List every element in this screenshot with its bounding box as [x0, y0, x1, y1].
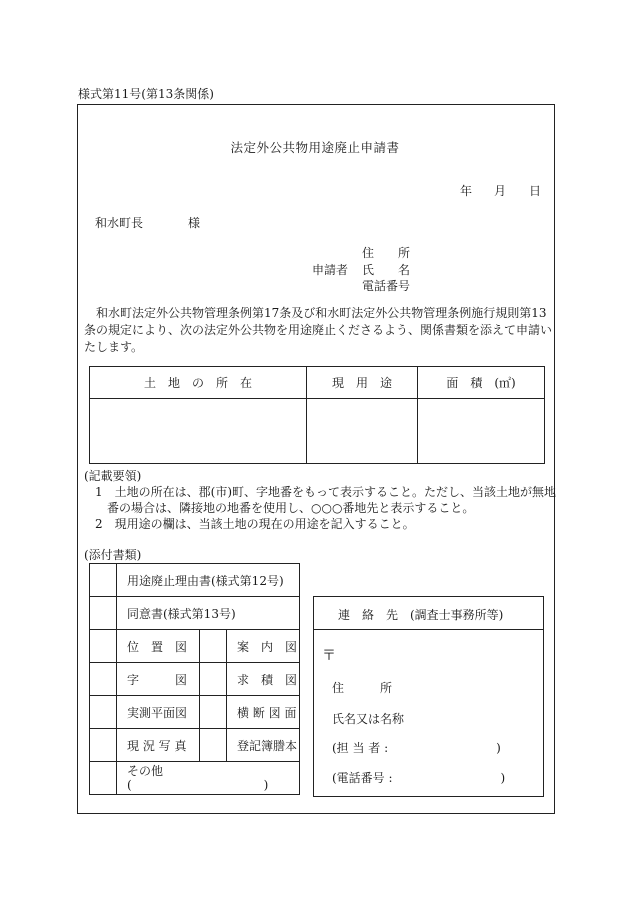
document-title: 法定外公共物用途廃止申請書 [230, 140, 400, 155]
attachment-row [90, 696, 300, 729]
checkbox-cell[interactable] [200, 630, 227, 663]
applicant-phone-label: 電話番号 [362, 279, 411, 293]
attachments-table [89, 563, 300, 795]
checkbox-cell[interactable] [90, 564, 117, 597]
application-body-text: 和水町法定外公共物管理条例第17条及び和水町法定外公共物管理条例施行規則第13条の規定により、次の法定外公共物を用途廃止くださるよう、関係書類を添えて申請いたします。 [84, 306, 553, 354]
current-use-header: 現 用 途 [307, 367, 418, 399]
contact-name-label: 氏名又は名称 [332, 712, 405, 726]
land-location-cell[interactable] [90, 399, 307, 464]
contact-box [313, 596, 544, 797]
note-item-1: 1 土地の所在は、郡(市)町、字地番をもって表示すること。ただし、当該土地が無地 [95, 485, 557, 499]
notes-title: (記載要領) [84, 469, 142, 483]
checkbox-cell[interactable] [200, 729, 227, 762]
checkbox-cell[interactable] [90, 729, 117, 762]
contact-address-label: 住 所 [332, 681, 393, 695]
checkbox-cell[interactable] [200, 696, 227, 729]
contact-person-label: (担 当 者 : ) [332, 741, 501, 755]
contact-header-row [314, 597, 543, 630]
land-table [89, 366, 545, 464]
date-year-label: 年 [460, 184, 473, 198]
land-table-row [90, 399, 545, 464]
attachment-reason: 用途廃止理由書(様式第12号) [117, 564, 300, 597]
applicant-name-label: 氏 名 [362, 263, 411, 277]
attachment-other-cell [117, 762, 300, 795]
area-header: 面 積 (㎡) [418, 367, 545, 399]
attachment-other: その他 [127, 764, 164, 778]
land-table-header-row [90, 367, 545, 399]
form-reference: 様式第11号(第13条関係) [78, 87, 214, 101]
current-use-cell[interactable] [307, 399, 418, 464]
checkbox-cell[interactable] [90, 597, 117, 630]
addressee-honorific: 様 [188, 216, 201, 230]
attachment-row [90, 630, 300, 663]
addressee-name: 和水町長 [95, 216, 144, 230]
attachment-other-paren: ( ) [127, 778, 269, 792]
attachment-row [90, 597, 300, 630]
attachment-location-map: 位 置 図 [117, 630, 200, 663]
applicant-label: 申請者 [312, 263, 349, 277]
postal-mark: 〒 [322, 648, 336, 664]
area-cell[interactable] [418, 399, 545, 464]
date-month-label: 月 [494, 184, 507, 198]
applicant-address-label: 住 所 [362, 246, 411, 260]
contact-header: 連 絡 先 (調査士事務所等) [338, 608, 504, 622]
note-item-2: 2 現用途の欄は、当該土地の現在の用途を記入すること。 [95, 517, 415, 531]
checkbox-cell[interactable] [90, 762, 117, 795]
date-day-label: 日 [529, 184, 542, 198]
checkbox-cell[interactable] [90, 663, 117, 696]
attachment-guide-map: 案 内 図 [227, 630, 300, 663]
attachment-row [90, 729, 300, 762]
note-item-1-cont: 番の場合は、隣接地の地番を使用し、○○○番地先と表示すること。 [107, 501, 475, 515]
attachment-registry: 登記簿謄本 [227, 729, 300, 762]
attachment-row [90, 564, 300, 597]
attachments-title: (添付書類) [84, 548, 142, 562]
attachment-photo: 現 況 写 真 [117, 729, 200, 762]
land-location-header: 土 地 の 所 在 [90, 367, 307, 399]
attachment-row [90, 762, 300, 795]
contact-phone-label: (電話番号 : ) [332, 771, 506, 785]
attachment-aza-map: 字 図 [117, 663, 200, 696]
checkbox-cell[interactable] [90, 630, 117, 663]
attachment-cross-section: 横 断 図 面 [227, 696, 300, 729]
attachment-area-calc: 求 積 図 [227, 663, 300, 696]
checkbox-cell[interactable] [90, 696, 117, 729]
attachment-row [90, 663, 300, 696]
checkbox-cell[interactable] [200, 663, 227, 696]
attachment-survey-plan: 実測平面図 [117, 696, 200, 729]
attachment-consent: 同意書(様式第13号) [117, 597, 300, 630]
